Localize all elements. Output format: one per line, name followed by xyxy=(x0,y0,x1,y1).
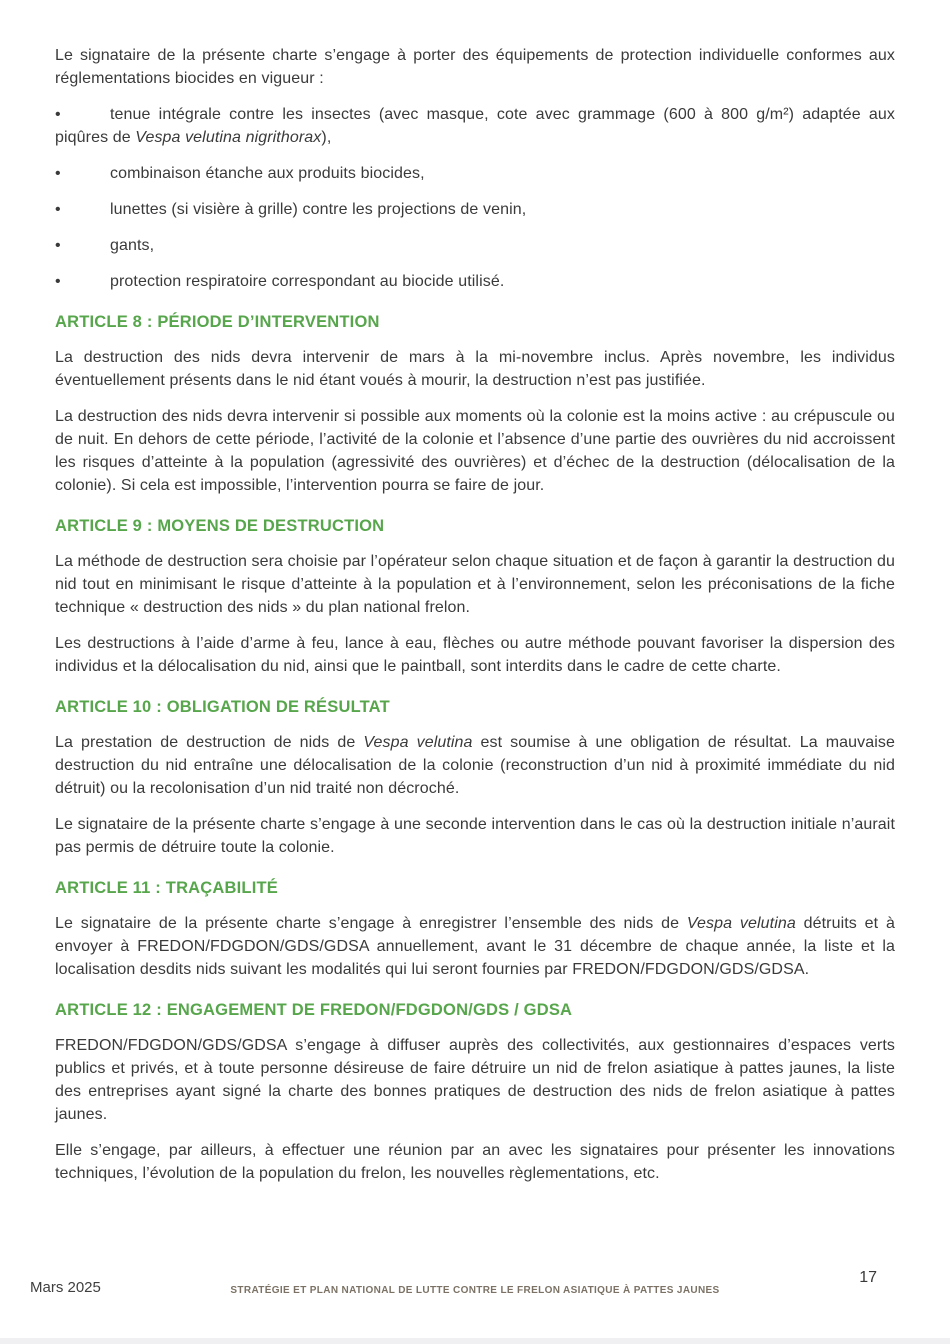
paragraph: La destruction des nids devra intervenir de mars à la mi-novembre inclus. Après novembre, les individus éventuellement présents dans le nid étant voués à mourir, la destruction n’est pas justifiée. xyxy=(55,349,895,389)
bullet-icon: • xyxy=(55,237,61,254)
paragraph: La méthode de destruction sera choisie par l’opérateur selon chaque situation et de façon à garantir la destruction du nid tout en minimisant le risque d’atteinte à la population et à l’environnement, selon les préconisations de la fiche technique « destruction des nids » du plan national frelon. xyxy=(55,553,895,616)
bullet-item: • combinaison étanche aux produits biocides, xyxy=(55,162,895,185)
paragraph: La destruction des nids devra intervenir si possible aux moments où la colonie est la moins active : au crépuscule ou de nuit. En dehors de cette période, l’activité de la colonie et l’absence d’une partie des ouvrières du nid accroissent les risques d’atteinte à la population (agressivité des ouvrières) et d’échec de la destruction (délocalisation de la colonie). Si cela est impossible, l’intervention pourra se faire de jour. xyxy=(55,408,895,494)
footer-date: Mars 2025 xyxy=(30,1279,101,1296)
bullet-item: • gants, xyxy=(55,234,895,257)
bullet-item: • lunettes (si visière à grille) contre les projections de venin, xyxy=(55,198,895,221)
paragraph: Elle s’engage, par ailleurs, à effectuer une réunion par an avec les signataires pour présenter les innovations techniques, l’évolution de la population du frelon, les nouvelles règlementations, etc. xyxy=(55,1142,895,1182)
document-content xyxy=(55,44,895,1198)
article-heading: ARTICLE 9 : MOYENS DE DESTRUCTION xyxy=(55,517,385,535)
page-number: 17 xyxy=(859,1269,877,1286)
paragraph: Le signataire de la présente charte s’engage à une seconde intervention dans le cas où la destruction initiale n’aurait pas permis de détruire toute la colonie. xyxy=(55,816,895,856)
bullet-icon: • xyxy=(55,201,61,218)
paragraph: Les destructions à l’aide d’arme à feu, lance à eau, flèches ou autre méthode pouvant favoriser la dispersion des individus et la délocalisation du nid, ainsi que le paintball, sont interdits dans le cadre de cette charte. xyxy=(55,635,895,675)
paragraph: Le signataire de la présente charte s’engage à enregistrer l’ensemble des nids de Vespa velutina détruits et à envoyer à FREDON/FDGDON/GDS/GDSA annuellement, avant le 31 décembre de chaque année, la liste et la localisation desdits nids suivant les modalités qui lui seront fournies par FREDON/FDGDON/GDS/GDSA. xyxy=(55,915,895,978)
paragraph: La prestation de destruction de nids de Vespa velutina est soumise à une obligation de résultat. La mauvaise destruction du nid entraîne une délocalisation de la colonie (reconstruction d’un nid à proximité immédiate du nid détruit) ou la recolonisation d’un nid traité non décroché. xyxy=(55,734,895,797)
page-footer xyxy=(0,1262,950,1318)
bullet-item: • protection respiratoire correspondant au biocide utilisé. xyxy=(55,270,895,293)
bullet-icon: • xyxy=(55,273,61,290)
article-heading: ARTICLE 12 : ENGAGEMENT DE FREDON/FDGDON/GDS / GDSA xyxy=(55,1001,573,1019)
paragraph: FREDON/FDGDON/GDS/GDSA s’engage à diffuser auprès des collectivités, aux gestionnaires d’espaces verts publics et privés, et à toute personne désireuse de faire détruire un nid de frelon asiatique à pattes jaunes, la liste des entreprises ayant signé la charte des bonnes pratiques de destruction des nids de frelon asiatique à pattes jaunes. xyxy=(55,1037,895,1123)
article-heading: ARTICLE 10 : OBLIGATION DE RÉSULTAT xyxy=(55,698,390,716)
bullet-icon: • xyxy=(55,106,61,123)
footer-doc-title: STRATÉGIE ET PLAN NATIONAL DE LUTTE CONTRE LE FRELON ASIATIQUE À PATTES JAUNES xyxy=(230,1285,720,1296)
page-bottom-strip xyxy=(0,1338,950,1344)
bullet-item: • tenue intégrale contre les insectes (avec masque, cote avec grammage (600 à 800 g/m²) adaptée aux piqûres de Vespa velutina nigrithorax), xyxy=(55,103,895,149)
article-heading: ARTICLE 8 : PÉRIODE D’INTERVENTION xyxy=(55,313,380,331)
paragraph: Le signataire de la présente charte s’engage à porter des équipements de protection individuelle conformes aux réglementations biocides en vigueur : xyxy=(55,47,895,87)
article-heading: ARTICLE 11 : TRAÇABILITÉ xyxy=(55,879,278,897)
bullet-icon: • xyxy=(55,165,61,182)
